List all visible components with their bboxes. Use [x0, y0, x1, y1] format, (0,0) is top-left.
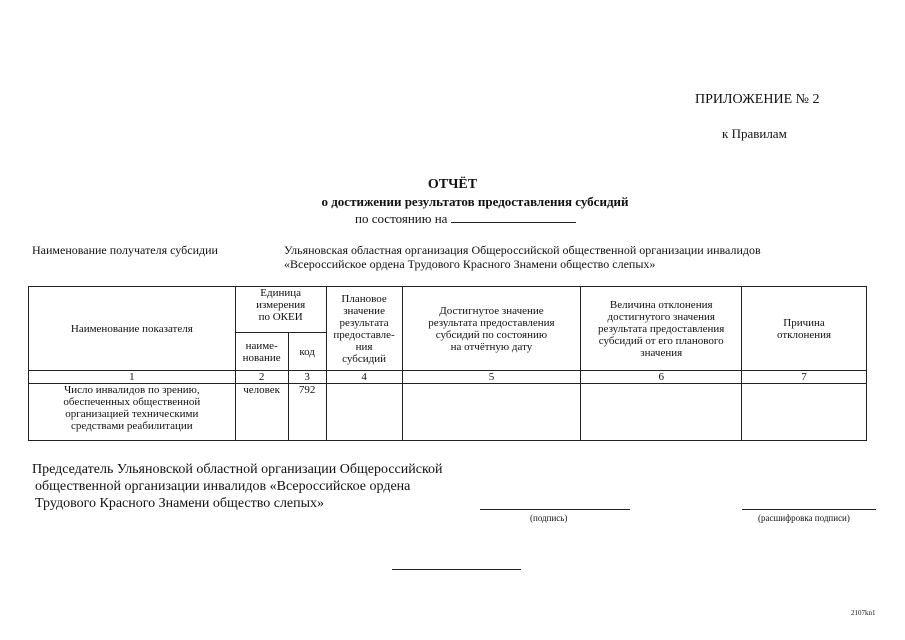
- chair-title: Председатель Ульяновской областной организации Общероссийской общественной организации инвалидов «Всероссийское ордена Трудового Красного Знамени общество слепых»: [32, 462, 443, 511]
- header-reason: Причина отклонения: [742, 287, 867, 371]
- signature-caption: (подпись): [530, 513, 568, 523]
- as-of-label: по состоянию на: [355, 211, 448, 226]
- header-planned: Плановое значение результата предоставле- ния субсидий: [326, 287, 402, 371]
- report-table: [28, 286, 867, 441]
- as-of-date-field: [451, 211, 576, 223]
- table-row: [29, 384, 867, 441]
- cell-reason: [742, 384, 867, 441]
- header-unit-name: наиме- нование: [235, 333, 288, 371]
- header-indicator: Наименование показателя: [29, 287, 236, 371]
- recipient-value: [284, 243, 761, 271]
- decode-line: [742, 509, 876, 510]
- column-number-2: 2: [235, 371, 288, 384]
- cell-achieved: [402, 384, 581, 441]
- footer-code: 2107kn1: [851, 609, 876, 617]
- column-number-5: 5: [402, 371, 581, 384]
- signature-line: [480, 509, 630, 510]
- cell-indicator: Число инвалидов по зрению, обеспеченных общественной организацией техническими средствами реабилитации: [29, 384, 236, 441]
- report-subtitle: о достижении результатов предоставления субсидий: [321, 194, 629, 209]
- recipient-line-2: «Всероссийское ордена Трудового Красного Знамени общество слепых»: [284, 257, 656, 271]
- report-title: ОТЧЁТ: [427, 177, 478, 192]
- date-line: [392, 569, 521, 570]
- header-unit-code: код: [288, 333, 326, 371]
- cell-unit-code: 792: [288, 384, 326, 441]
- appendix-label: ПРИЛОЖЕНИЕ № 2: [695, 92, 820, 107]
- column-number-6: 6: [581, 371, 742, 384]
- as-of-line: [355, 211, 576, 227]
- column-number-7: 7: [742, 371, 867, 384]
- recipient-label: Наименование получателя субсидии: [32, 243, 218, 257]
- rules-label: к Правилам: [722, 126, 787, 141]
- column-number-3: 3: [288, 371, 326, 384]
- column-number-1: 1: [29, 371, 236, 384]
- cell-unit-name: человек: [235, 384, 288, 441]
- cell-deviation: [581, 384, 742, 441]
- header-deviation: Величина отклонения достигнутого значения результата предоставления субсидий от его планового значения: [581, 287, 742, 371]
- header-unit-group: Единица измерения по ОКЕИ: [235, 287, 326, 333]
- column-number-4: 4: [326, 371, 402, 384]
- cell-planned: [326, 384, 402, 441]
- recipient-line-1: Ульяновская областная организация Общероссийской общественной организации инвалидов: [284, 243, 761, 257]
- header-achieved: Достигнутое значение результата предоставления субсидий по состоянию на отчётную дату: [402, 287, 581, 371]
- decode-caption: (расшифровка подписи): [758, 513, 850, 523]
